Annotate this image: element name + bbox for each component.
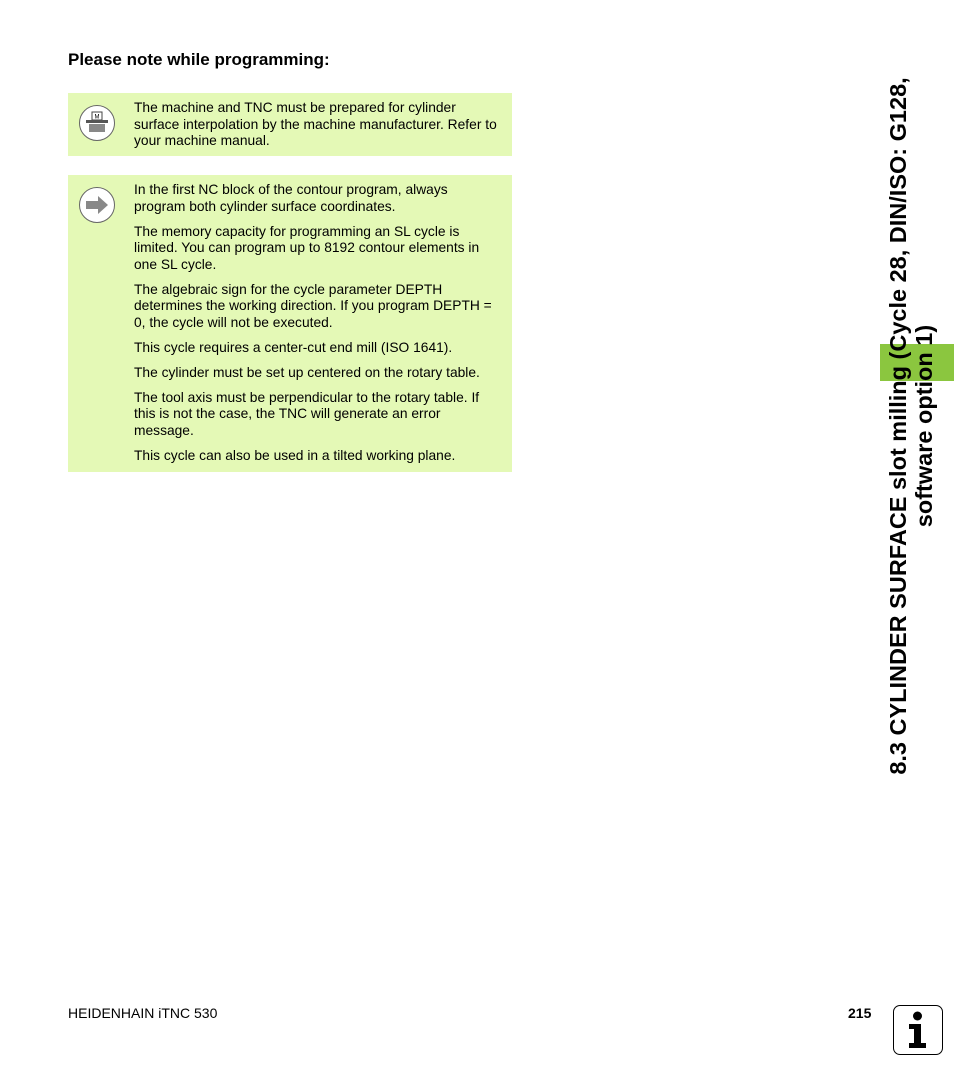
page-number: 215 — [848, 1005, 872, 1021]
note-text: The cylinder must be set up centered on the rotary table. — [134, 364, 480, 380]
note-text: The memory capacity for programming an SL cycle is limited. You can program up to 8192 contour elements in one SL cycle. — [134, 223, 480, 272]
note-text: The algebraic sign for the cycle parameter DEPTH determines the working direction. If you program DEPTH = 0, the cycle will not be executed. — [134, 281, 492, 330]
note-text: The tool axis must be perpendicular to the rotary table. If this is not the case, the TNC will generate an error message. — [134, 389, 480, 438]
info-icon — [893, 1005, 943, 1055]
machine-note-box — [68, 93, 512, 156]
svg-text:M: M — [94, 114, 100, 121]
side-title-line-1: 8.3 CYLINDER SURFACE slot milling (Cycle 28, DIN/ISO: G128, — [885, 77, 911, 775]
chapter-side-title — [885, 46, 945, 806]
arrow-right-icon — [79, 187, 115, 223]
note-text: This cycle can also be used in a tilted working plane. — [134, 447, 456, 463]
side-title-line-2: software option 1) — [911, 324, 937, 528]
footer-product: HEIDENHAIN iTNC 530 — [68, 1005, 218, 1021]
note-text: This cycle requires a center-cut end mill (ISO 1641). — [134, 339, 453, 355]
note-text: In the first NC block of the contour program, always program both cylinder surface coordinates. — [134, 182, 448, 214]
machine-icon — [79, 105, 115, 141]
note-text: The machine and TNC must be prepared for cylinder surface interpolation by the machine manufacturer. Refer to your machine manual. — [134, 100, 497, 148]
section-heading: Please note while programming: — [68, 50, 330, 69]
programming-notes-box — [68, 175, 512, 472]
